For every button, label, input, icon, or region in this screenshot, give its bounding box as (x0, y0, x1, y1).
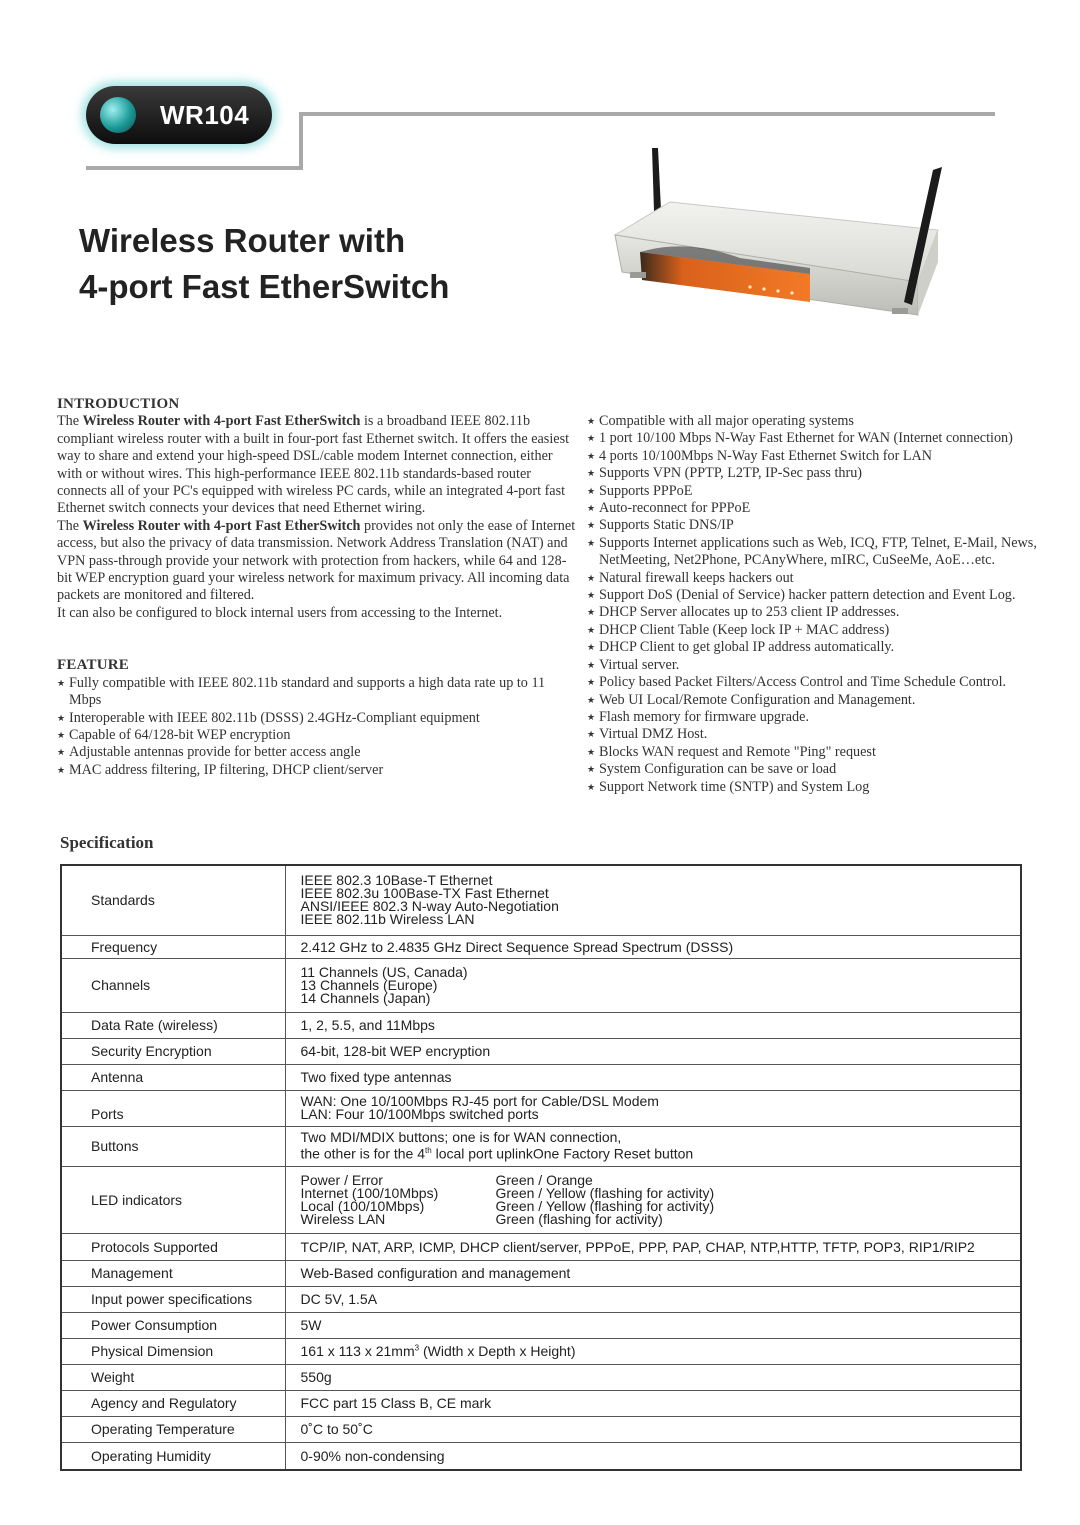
table-row (61, 1416, 1021, 1442)
spec-value-text: (Width x Depth x Height) (419, 1343, 576, 1359)
feature-list-right (587, 413, 1057, 796)
spec-label: Standards (61, 865, 285, 935)
led-name: Local (100/10Mbps) (300, 1197, 425, 1214)
feature-item: ★ Supports VPN (PPTP, L2TP, IP-Sec pass thru) (587, 465, 1057, 482)
spec-label: Antenna (61, 1064, 285, 1090)
spec-value-line: 14 Channels (Japan) (300, 989, 431, 1006)
table-row (61, 1090, 1021, 1126)
feature-item: ★ Virtual DMZ Host. (587, 726, 1057, 743)
introduction-heading: INTRODUCTION (57, 396, 180, 412)
title-line-2: 4-port Fast EtherSwitch (79, 268, 450, 305)
spec-label: Power Consumption (61, 1312, 285, 1338)
feature-item: ★ Virtual server. (587, 657, 1057, 674)
table-row (61, 865, 1021, 935)
spec-label: Operating Temperature (61, 1416, 285, 1442)
led-name: Wireless LAN (300, 1210, 386, 1227)
spec-label: Buttons (61, 1126, 285, 1166)
feature-list (57, 675, 577, 779)
spec-label: LED indicators (61, 1166, 285, 1233)
product-title (79, 218, 449, 310)
spec-value (285, 865, 1021, 935)
spec-value: Two fixed type antennas (285, 1064, 1021, 1090)
intro-text: The (57, 517, 83, 534)
header-rule-left (86, 166, 303, 170)
feature-item: ★ Flash memory for firmware upgrade. (587, 709, 1057, 726)
spec-label: Agency and Regulatory (61, 1390, 285, 1416)
table-row (61, 1338, 1021, 1364)
feature-item: ★ Blocks WAN request and Remote "Ping" request (587, 744, 1057, 761)
table-row (61, 935, 1021, 958)
right-column (587, 413, 1057, 796)
feature-item: ★ Support Network time (SNTP) and System Log (587, 779, 1057, 796)
feature-item: ★ DHCP Server allocates up to 253 client IP addresses. (587, 604, 1057, 621)
spec-value: DC 5V, 1.5A (285, 1286, 1021, 1312)
feature-item: ★ Adjustable antennas provide for better access angle (57, 744, 577, 761)
spec-value (285, 958, 1021, 1012)
spec-label: Ports (61, 1090, 285, 1126)
feature-item: ★ MAC address filtering, IP filtering, DHCP client/server (57, 762, 577, 779)
router-image (600, 140, 970, 350)
table-row (61, 1260, 1021, 1286)
introduction-paragraph-2 (57, 518, 577, 605)
feature-item: ★ Supports PPPoE (587, 483, 1057, 500)
table-row (61, 1064, 1021, 1090)
spec-value-text: 161 x 113 x 21mm (300, 1343, 415, 1359)
table-row (61, 1012, 1021, 1038)
spec-value-line: 11 Channels (US, Canada) (300, 963, 468, 980)
feature-item: ★ Compatible with all major operating systems (587, 413, 1057, 430)
table-row (61, 1038, 1021, 1064)
spec-value: TCP/IP, NAT, ARP, ICMP, DHCP client/server, PPPoE, PPP, PAP, CHAP, NTP,HTTP, TFTP, POP3, RIP1/RIP2 (285, 1233, 1021, 1260)
feature-item: ★ System Configuration can be save or load (587, 761, 1057, 778)
feature-item: ★ Natural firewall keeps hackers out (587, 570, 1057, 587)
spec-value-text: the other is for the 4 (300, 1145, 426, 1162)
introduction-paragraph-3: It can also be configured to block internal users from accessing to the Internet. (57, 604, 503, 621)
feature-item: ★ 1 port 10/100 Mbps N-Way Fast Ethernet for WAN (Internet connection) (587, 430, 1057, 447)
spec-value (285, 1338, 1021, 1364)
spec-value: 1, 2, 5.5, and 11Mbps (285, 1012, 1021, 1038)
table-row (61, 1442, 1021, 1470)
led-name: Power / Error (300, 1171, 383, 1188)
feature-item: ★ Web UI Local/Remote Configuration and Management. (587, 692, 1057, 709)
superscript: 3 (414, 1343, 420, 1353)
led-name: Internet (100/10Mbps) (300, 1184, 439, 1201)
spec-value (285, 1126, 1021, 1166)
feature-item: ★ Policy based Packet Filters/Access Control and Time Schedule Control. (587, 674, 1057, 691)
spec-label: Operating Humidity (61, 1442, 285, 1470)
introduction-paragraph-1 (57, 413, 577, 517)
superscript: th (425, 1146, 432, 1156)
feature-item: ★ Capable of 64/128-bit WEP encryption (57, 727, 577, 744)
spec-value-line: Two MDI/MDIX buttons; one is for WAN connection, (300, 1129, 622, 1146)
spec-value-line (301, 1144, 1021, 1161)
intro-text: is a broadband IEEE 802.11b compliant wireless router with a built in four-port fast Ethernet switch. It offers the easiest way to share and extend your high-speed DSL/cable modem Internet connection, either with or without wires. This high-performance IEEE 802.11b standards-based router connects all of your PC's equipped with wireless PC cards, while an integrated 4-port fast Ethernet switch connects your devices that need Ethernet wiring. (57, 413, 570, 517)
spec-label: Data Rate (wireless) (61, 1012, 285, 1038)
table-row (61, 1233, 1021, 1260)
spec-value: 0-90% non-condensing (285, 1442, 1021, 1470)
intro-text: provides not only the ease of Internet access, but also the privacy of data transmission. Network Address Translation (NAT) and VPN pass-through provide your network with protection from hackers, while 64 and 128-bit WEP encryption guard your wireless network for maximum privacy. All incoming data packets are monitored and filtered. (57, 517, 576, 604)
spec-value: 5W (285, 1312, 1021, 1338)
spec-value: Web-Based configuration and management (285, 1260, 1021, 1286)
spec-value (285, 1166, 1021, 1233)
feature-item: ★ Supports Internet applications such as Web, ICQ, FTP, Telnet, E-Mail, News, NetMeeting, Net2Phone, PCAnyWhere, mIRC, CuSeeMe, AoE…etc. (587, 535, 1057, 570)
specification-table (60, 864, 1022, 1471)
spec-value-line: IEEE 802.11b Wireless LAN (300, 911, 475, 928)
feature-item: ★ Supports Static DNS/IP (587, 517, 1057, 534)
product-name-bold: Wireless Router with 4-port Fast EtherSwitch (82, 517, 361, 534)
header-rule (302, 112, 995, 116)
spec-value-line: LAN: Four 10/100Mbps switched ports (300, 1106, 539, 1122)
product-name-bold: Wireless Router with 4-port Fast EtherSwitch (82, 413, 361, 430)
feature-item: ★ DHCP Client Table (Keep lock IP + MAC address) (587, 622, 1057, 639)
intro-text: The (57, 413, 83, 430)
table-row (61, 958, 1021, 1012)
feature-item: ★ 4 ports 10/100Mbps N-Way Fast Ethernet Switch for LAN (587, 448, 1057, 465)
led-state: Green / Orange (495, 1171, 593, 1188)
table-row (61, 1166, 1021, 1233)
specification-heading: Specification (60, 833, 154, 852)
table-row (61, 1364, 1021, 1390)
badge-orb-icon (100, 97, 136, 133)
model-name: WR104 (160, 100, 250, 130)
spec-label: Channels (61, 958, 285, 1012)
feature-item: ★ Interoperable with IEEE 802.11b (DSSS) 2.4GHz-Compliant equipment (57, 710, 577, 727)
spec-value: 550g (285, 1364, 1021, 1390)
title-line-1: Wireless Router with (79, 222, 406, 259)
feature-item: ★ DHCP Client to get global IP address automatically. (587, 639, 1057, 656)
spec-label: Frequency (61, 935, 285, 958)
spec-label: Physical Dimension (61, 1338, 285, 1364)
spec-value: 2.412 GHz to 2.4835 GHz Direct Sequence Spread Spectrum (DSSS) (285, 935, 1021, 958)
led-state: Green (flashing for activity) (495, 1210, 663, 1227)
table-row (61, 1390, 1021, 1416)
table-row (61, 1126, 1021, 1166)
spec-value: 64-bit, 128-bit WEP encryption (285, 1038, 1021, 1064)
spec-label: Security Encryption (61, 1038, 285, 1064)
spec-value: FCC part 15 Class B, CE mark (285, 1390, 1021, 1416)
feature-item: ★ Auto-reconnect for PPPoE (587, 500, 1057, 517)
spec-value-line: 13 Channels (Europe) (300, 976, 438, 993)
feature-item: ★ Support DoS (Denial of Service) hacker pattern detection and Event Log. (587, 587, 1057, 604)
header-rule-vertical (299, 112, 303, 170)
spec-value-line: IEEE 802.3u 100Base-TX Fast Ethernet (300, 885, 549, 902)
feature-item: ★ Fully compatible with IEEE 802.11b standard and supports a high data rate up to 11 Mbps (57, 675, 577, 710)
spec-label: Input power specifications (61, 1286, 285, 1312)
led-state: Green / Yellow (flashing for activity) (495, 1184, 715, 1201)
spec-value (285, 1090, 1021, 1126)
spec-value: 0˚C to 50˚C (285, 1416, 1021, 1442)
led-state: Green / Yellow (flashing for activity) (495, 1197, 715, 1214)
spec-value-text: local port uplinkOne Factory Reset button (431, 1145, 694, 1162)
spec-label: Management (61, 1260, 285, 1286)
spec-value-line: IEEE 802.3 10Base-T Ethernet (300, 872, 493, 889)
spec-label: Protocols Supported (61, 1233, 285, 1260)
spec-value-line: ANSI/IEEE 802.3 N-way Auto-Negotiation (300, 898, 559, 915)
left-column (57, 396, 577, 779)
spec-label: Weight (61, 1364, 285, 1390)
feature-heading: FEATURE (57, 657, 129, 674)
table-row (61, 1312, 1021, 1338)
led-grid (300, 1171, 1021, 1227)
spec-value-line: WAN: One 10/100Mbps RJ-45 port for Cable/DSL Modem (300, 1093, 659, 1109)
table-row (61, 1286, 1021, 1312)
